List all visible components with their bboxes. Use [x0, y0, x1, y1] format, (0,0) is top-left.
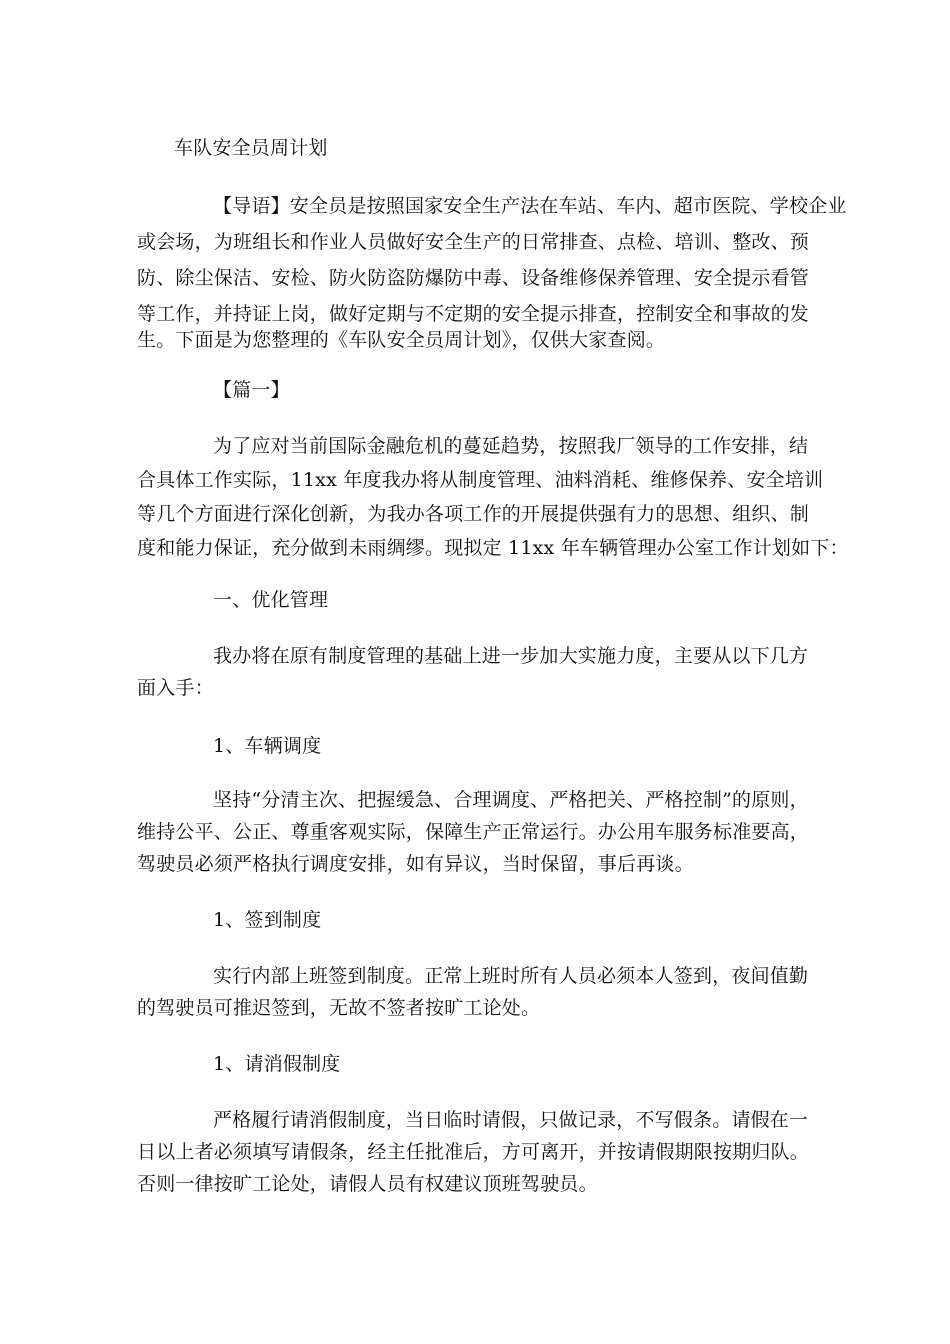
intro-line: 【导语】安全员是按照国家安全生产法在车站、车内、超市医院、学校企业 [213, 195, 847, 217]
paragraph-line: 维持公平、公正、尊重客观实际，保障生产正常运行。办公用车服务标准要高， [137, 821, 810, 843]
paragraph-line: 合具体工作实际，11xx 年度我办将从制度管理、油料消耗、维修保养、安全培训 [137, 469, 824, 491]
intro-line: 或会场，为班组长和作业人员做好安全生产的日常排查、点检、培训、整改、预 [137, 231, 810, 253]
section-title: 【篇一】 [213, 379, 290, 401]
paragraph-line: 日以上者必须填写请假条，经主任批准后，方可离开，并按请假期限按期归队。 [137, 1141, 810, 1163]
heading-leave-policy: 1、请消假制度 [213, 1053, 341, 1075]
paragraph-line: 实行内部上班签到制度。正常上班时所有人员必须本人签到，夜间值勤 [213, 965, 809, 987]
intro-line: 等工作，并持证上岗，做好定期与不定期的安全提示排查，控制安全和事故的发 [137, 303, 810, 325]
paragraph-line: 坚持“分清主次、把握缓急、合理调度、严格把关、严格控制”的原则， [213, 789, 809, 811]
paragraph-line: 严格履行请消假制度，当日临时请假，只做记录，不写假条。请假在一 [213, 1109, 809, 1131]
intro-line: 防、除尘保洁、安检、防火防盗防爆防中毒、设备维修保养管理、安全提示看管 [137, 267, 810, 289]
paragraph-line: 等几个方面进行深化创新，为我办各项工作的开展提供强有力的思想、组织、制 [137, 503, 810, 525]
heading-optimize-management: 一、优化管理 [213, 589, 329, 611]
paragraph-line: 面入手： [137, 677, 214, 699]
paragraph-line: 否则一律按旷工论处，请假人员有权建议顶班驾驶员。 [137, 1173, 598, 1195]
intro-line: 生。下面是为您整理的《车队安全员周计划》，仅供大家查阅。 [137, 329, 666, 351]
paragraph-line: 驾驶员必须严格执行调度安排，如有异议，当时保留，事后再谈。 [137, 853, 694, 875]
paragraph-line: 我办将在原有制度管理的基础上进一步加大实施力度，主要从以下几方 [213, 645, 809, 667]
paragraph-line: 为了应对当前国际金融危机的蔓延趋势，按照我厂领导的工作安排，结 [213, 435, 809, 457]
heading-vehicle-dispatch: 1、车辆调度 [213, 735, 322, 757]
heading-sign-in: 1、签到制度 [213, 909, 322, 931]
paragraph-line: 的驾驶员可推迟签到，无故不签者按旷工论处。 [137, 997, 541, 1019]
paragraph-line: 度和能力保证，充分做到未雨绸缪。现拟定 11xx 年车辆管理办公室工作计划如下： [137, 537, 849, 559]
document-title: 车队安全员周计划 [174, 137, 328, 159]
